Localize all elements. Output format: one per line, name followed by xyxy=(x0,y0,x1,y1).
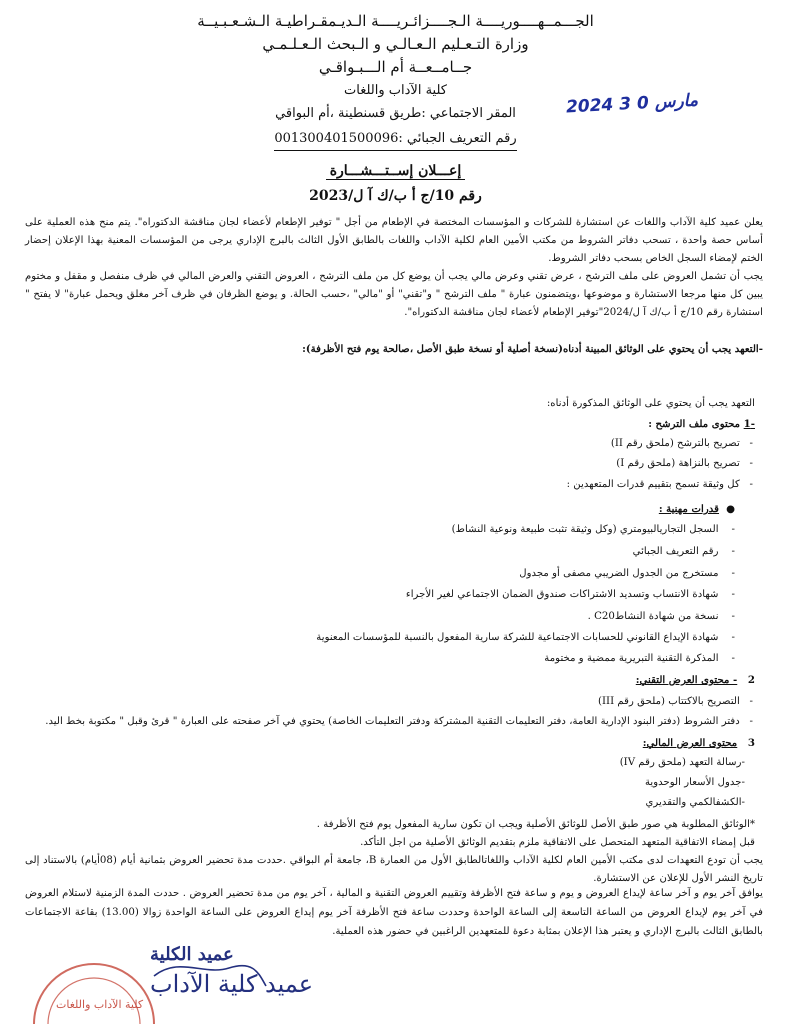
list-item: - دفتر الشروط (دفتر البنود الإدارية العامة، دفتر التعليمات التقنية المشتركة ودفتر التعليمات الخاصة) يحتوي في آخر صفحته على العبارة " قرئ وقبل " مكتوبة بخط اليد. xyxy=(45,716,753,727)
signature-title: عميد الكلية xyxy=(150,944,234,965)
list-item-text: المذكرة التقنية التبريرية ممضية و مختومة xyxy=(544,653,719,664)
list-item-text: كل وثيقة تسمح بتقييم قدرات المتعهدين : xyxy=(566,479,740,490)
seal-text: كلية الآداب واللغات xyxy=(56,998,144,1011)
bullet-icon: ● xyxy=(726,503,735,515)
list-item: - نسخة من شهادة النشاطC20 . xyxy=(587,611,735,622)
note-deposit: يجب أن تودع التعهدات لدى مكتب الأمين العام لكلية الآداب واللغاتالطابق الأول من العمارة B، جامعة أم البواقي .حددت مدة تحضير العروض بثمانية أيام (08أيام) بالاستناد إلى تاريخ النشر الأول للإعلان عن الاستشارة. xyxy=(25,855,764,884)
list-item-text: شهادة الإيداع القانوني للحسابات الاجتماعية للشركة سارية المفعول بالنسبة للمؤسسات المعنوية xyxy=(316,632,719,643)
list-item-text: مستخرج من الجدول الضريبي مصفى أو مجدول xyxy=(519,568,719,579)
university-name: جــامــعــة أم الـــبـواقـي xyxy=(318,58,473,76)
section2-title: - محتوى العرض التقني: xyxy=(635,674,738,686)
offers-paragraph: يجب أن تشمل العروض على ملف الترشح ، عرض تقني وعرض مالي يجب أن يوضع كل من ملف الترشح ، العروض التقني والعرض المالي في ظرف منفصل و مقفل و مختوم يبين كل منها مرجعا الاستشارة و موضوعها ،ويتضمنون عبارة " ملف الترشح " و"تقني" أو "مالي" ،حسب الحالة. و يوضع الظرفان في ظرف آخر مغلق ويحمل عبارة" لا يفتح " استشارة رقم 10/ج أ ب/ك آ ل/2024"توفير الإطعام لأعضاء لجان مناقشة الدكتوراه". xyxy=(25,271,763,318)
list-item: -رسالة التعهد (ملحق رقم IV) xyxy=(619,757,745,768)
republic-name: الجـــمــهــــوريــــة الـجــــزائـريــــة الـديـمقـراطيـة الـشـعـبـيــة xyxy=(197,12,594,30)
note-original-copies: *الوثائق المطلوبة هي صور طبق الأصل للوثائق الأصلية ويجب ان تكون سارية المفعول يوم فتح الأظرفة . xyxy=(316,819,755,830)
list-item-text: شهادة الانتساب وتسديد الاشتراكات صندوق الضمان الاجتماعي لغير الأجراء xyxy=(405,589,719,600)
list-item: -الكشفالكمي والتقديري xyxy=(645,797,745,808)
date-stamp-year: 2024 xyxy=(565,94,614,118)
list-item-text: دفتر الشروط (دفتر البنود الإدارية العامة، دفتر التعليمات التقنية المشتركة ودفتر التعليمات الخاصة) يحتوي في آخر صفحته على العبارة " قرئ وقبل " مكتوبة بخط اليد. xyxy=(45,716,740,727)
closing-paragraph: يوافق آخر يوم و آخر ساعة لإيداع العروض و يوم و ساعة فتح الأظرفة وتقييم العروض التقنية و المالية ، آخر يوم من مدة تحضير العروض . حددت المدة الزمنية لاستلام العروض في آخر يوم لإيداع العروض من الساعة التاسعة إلى الساعة الواحدة وحددت ساعة فتح الأظرفة آخر يوم إيداع العروض على الساعة الواحدة زوالا (13.00) بقاعة الاجتماعات بالطابق الثالث بالبرج الإداري و يعتبر هذا الإعلان بمثابة دعوة للمتعهدين الراغبين في حضور هذه العملية. xyxy=(25,888,763,937)
list-item-text: رقم التعريف الجبائي xyxy=(632,546,719,557)
capacities-title: قدرات مهنية : xyxy=(658,503,720,515)
faculty-name: كلية الآداب واللغات xyxy=(344,83,447,98)
section1-number: -1 xyxy=(743,418,755,430)
note-agreement: قبل إمضاء الاتفاقية المتعهد المتحصل على الاتفاقية ملزم بتقديم الوثائق الأصلية من اجل التأكد. xyxy=(360,837,755,848)
list-item: - تصريح بالنزاهة (ملحق رقم I) xyxy=(616,458,753,469)
section3-number: 3 xyxy=(747,737,755,749)
section3-heading xyxy=(643,737,755,749)
seal-outer-arc xyxy=(34,964,154,1024)
notice-title xyxy=(0,163,791,179)
list-item: - شهادة الانتساب وتسديد الاشتراكات صندوق الضمان الاجتماعي لغير الأجراء xyxy=(405,589,735,600)
list-item-text: تصريح بالنزاهة (ملحق رقم I) xyxy=(616,458,740,469)
tax-id: رقم التعريف الجبائي :001300401500096 xyxy=(274,127,516,151)
list-item-text: التصريح بالاكتتاب (ملحق رقم III) xyxy=(598,696,740,707)
list-item: - تصريح بالترشح (ملحق رقم II) xyxy=(610,438,753,449)
list-item-text: تصريح بالترشح (ملحق رقم II) xyxy=(610,438,740,449)
list-item-text: السجل التجاريالبيومتري (وكل وثيقة تثبت طبيعة ونوعية النشاط) xyxy=(451,524,719,535)
date-stamp-month: مارس xyxy=(654,90,699,113)
documents-intro: التعهد يجب أن يحتوي على الوثائق المذكورة أدناه: xyxy=(546,398,755,409)
list-item: - المذكرة التقنية التبريرية ممضية و مختومة xyxy=(544,653,735,664)
capacities-heading xyxy=(659,503,735,515)
list-item: - كل وثيقة تسمح بتقييم قدرات المتعهدين : xyxy=(566,479,753,490)
notes-block xyxy=(25,798,763,888)
list-item: - مستخرج من الجدول الضريبي مصفى أو مجدول xyxy=(519,568,735,579)
notice-title-text: إعـــلان إســتـــشـــارة xyxy=(326,163,466,180)
section3-title: محتوى العرض المالي: xyxy=(642,737,738,749)
section1-heading xyxy=(648,418,755,430)
list-item: - السجل التجاريالبيومتري (وكل وثيقة تثبت طبيعة ونوعية النشاط) xyxy=(451,524,735,535)
announcement-paragraph: يعلن عميد كلية الآداب واللغات عن استشارة للشركات و المؤسسات المختصة في الإطعام من أجل " توفير الإطعام لأعضاء لجان مناقشة الدكتوراه". يتم منح هذه العملية على أساس حصة واحدة ، تسحب دفاتر الشروط من مكتب الأمين العام لكلية الآداب واللغات بالطابق الأول الثالث بالبرج الإداري يرجى من المؤسسات المعنية بهذا الإعلان إحضار الختم لإمضاء السجل الخاص بسحب دفاتر الشروط. xyxy=(25,217,763,264)
section1-title: محتوى ملف الترشح : xyxy=(648,418,741,430)
section2-number: 2 xyxy=(747,674,755,686)
letterhead xyxy=(0,10,791,151)
faculty-address: المقر الاجتماعي :طريق قسنطينة ،أم البواقي xyxy=(275,106,516,121)
list-item: - رقم التعريف الجبائي xyxy=(632,546,735,557)
list-item-text: نسخة من شهادة النشاطC20 . xyxy=(587,611,719,622)
list-item: - شهادة الإيداع القانوني للحسابات الاجتماعية للشركة سارية المفعول بالنسبة للمؤسسات المعنوية xyxy=(316,632,735,643)
section2-heading xyxy=(636,674,755,686)
date-stamp-day: 0 3 xyxy=(618,93,650,115)
list-item: - التصريح بالاكتتاب (ملحق رقم III) xyxy=(598,696,753,707)
list-item: -جدول الأسعار الوحدوية xyxy=(644,777,745,788)
signature-name: عميد كلية الآداب xyxy=(150,970,314,998)
documents-requirement: -التعهد يجب أن يحتوي على الوثائق المبينة أدناه(نسخة أصلية أو نسخة طبق الأصل ،صالحة يوم فتح الأظرفة): xyxy=(302,343,763,355)
ministry-name: وزارة التـعـليم الـعـالـي و الـبحث الـعـلـمـي xyxy=(262,35,529,53)
notice-number: رقم 10/ج أ ب/ك آ ل/2023 xyxy=(309,188,482,204)
